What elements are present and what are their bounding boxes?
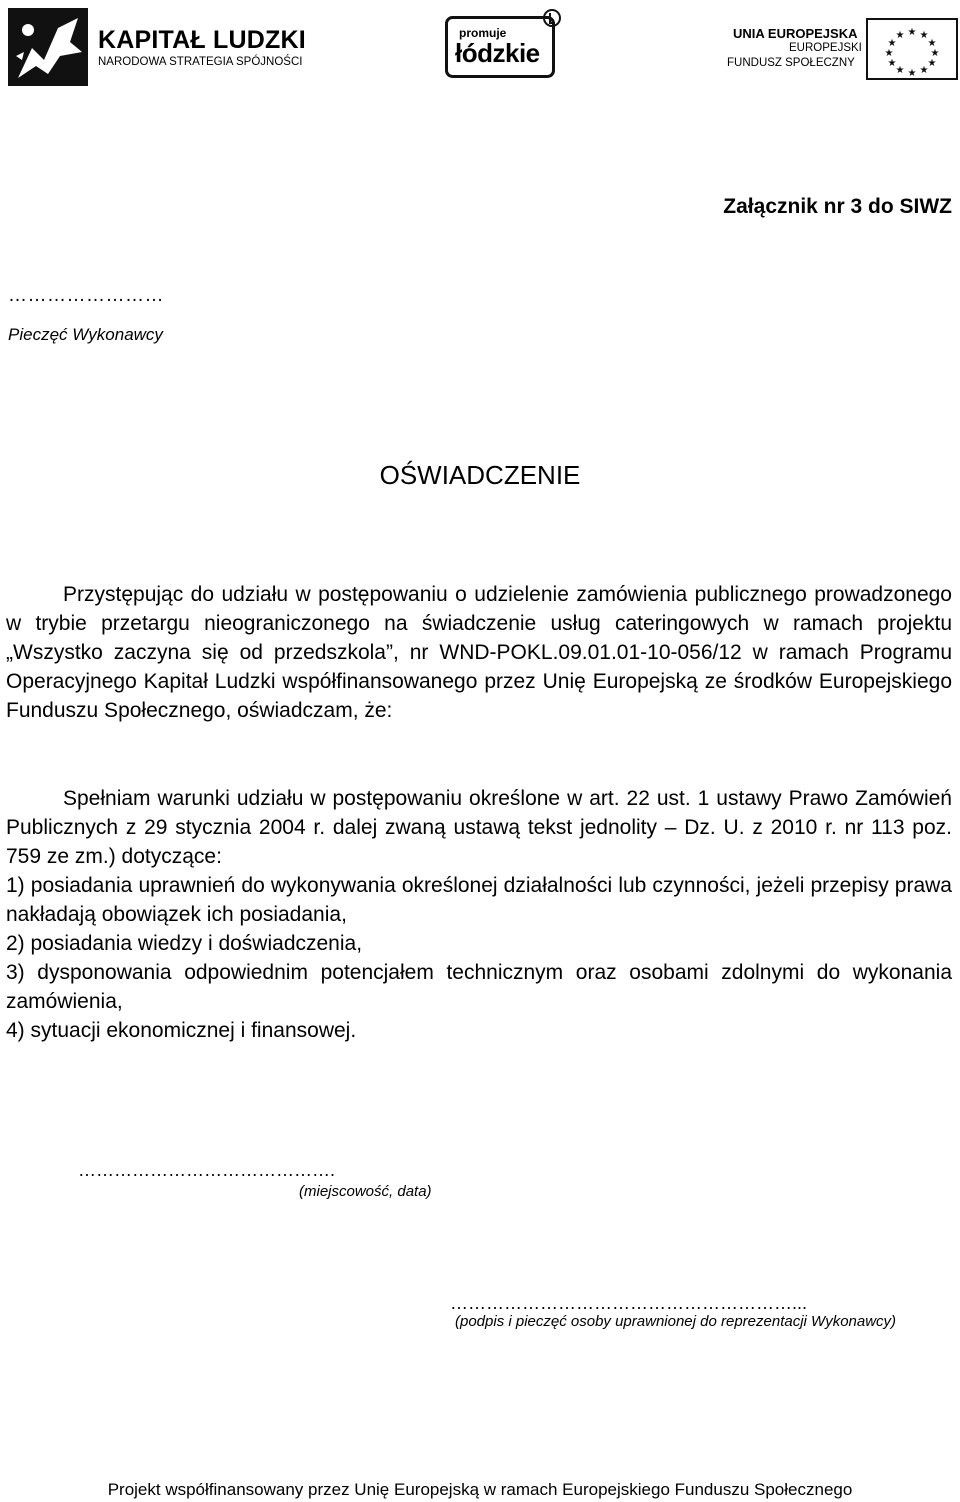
header-logos xyxy=(0,0,960,100)
place-date-dots: ……………………………………. xyxy=(78,1160,336,1180)
kapital-ludzki-logo-icon xyxy=(8,8,88,86)
condition-item: 3) dysponowania odpowiednim potencjałem technicznym oraz osobami zdolnymi do wykonania zamówienia, xyxy=(6,961,952,1013)
svg-text:★: ★ xyxy=(884,48,894,59)
contractor-stamp-dots: …………………… xyxy=(8,285,164,306)
lodzkie-seal-icon xyxy=(542,8,562,28)
condition-item: 1) posiadania uprawnień do wykonywania określonej działalności lub czynności, jeżeli przepisy prawa nakładają obowiązek ich posiadania, xyxy=(6,874,952,926)
kapital-ludzki-subtitle: NARODOWA STRATEGIA SPÓJNOŚCI xyxy=(98,56,303,68)
svg-text:★: ★ xyxy=(895,65,905,76)
signature-dots: …………………………………………………... xyxy=(450,1293,808,1313)
svg-text:★: ★ xyxy=(895,30,905,41)
eu-logo-line1: UNIA EUROPEJSKA xyxy=(733,26,858,41)
svg-text:★: ★ xyxy=(930,48,940,59)
eu-flag-icon xyxy=(866,18,958,80)
signature-label: (podpis i pieczęć osoby uprawnionej do reprezentacji Wykonawcy) xyxy=(455,1313,897,1330)
svg-text:★: ★ xyxy=(887,38,897,49)
svg-text:★: ★ xyxy=(919,30,929,41)
document-title: OŚWIADCZENIE xyxy=(379,460,581,490)
intro-paragraph: Przystępując do udziału w postępowaniu o udzielenie zamówienia publicznego prowadzonego w trybie przetargu nieograniczonego na świadczenie usług cateringowych w ramach projektu „Wszystko zaczyna się od przedszkola”, nr WND-POKL.09.01.01-10-056/12 w ramach Programu Operacyjnego Kapitał Ludzki współfinansowanego przez Unię Europejską ze środków Europejskiego Funduszu Społecznego, oświadczam, że: xyxy=(6,583,952,722)
condition-item: 4) sytuacji ekonomicznej i finansowej. xyxy=(6,1019,357,1042)
lodzkie-logo-main: łódzkie xyxy=(455,38,540,68)
svg-text:★: ★ xyxy=(919,65,929,76)
svg-text:★: ★ xyxy=(907,68,917,79)
svg-text:★: ★ xyxy=(927,38,937,49)
condition-item: 2) posiadania wiedzy i doświadczenia, xyxy=(6,932,363,955)
lodzkie-logo-promuje: promuje xyxy=(459,26,507,40)
footer-note: Projekt współfinansowany przez Unię Europejską w ramach Europejskiego Funduszu Społecznego xyxy=(107,1480,853,1499)
statement-paragraph: Spełniam warunki udziału w postępowaniu określone w art. 22 ust. 1 ustawy Prawo Zamówień Publicznych z 29 stycznia 2004 r. dalej zwaną ustawą tekst jednolity – Dz. U. z 2010 r. nr 113 poz. 759 ze zm.) dotyczące: xyxy=(6,787,952,868)
eu-logo-line3: FUNDUSZ SPOŁECZNY xyxy=(727,57,855,69)
kapital-ludzki-title: KAPITAŁ LUDZKI xyxy=(98,26,306,54)
svg-text:★: ★ xyxy=(927,58,937,69)
svg-text:★: ★ xyxy=(907,27,917,38)
place-date-label: (miejscowość, data) xyxy=(299,1183,432,1200)
svg-text:★: ★ xyxy=(887,58,897,69)
eu-logo-line2: EUROPEJSKI xyxy=(789,42,862,54)
attachment-number: Załącznik nr 3 do SIWZ xyxy=(723,195,952,218)
contractor-stamp-label: Pieczęć Wykonawcy xyxy=(8,325,163,344)
